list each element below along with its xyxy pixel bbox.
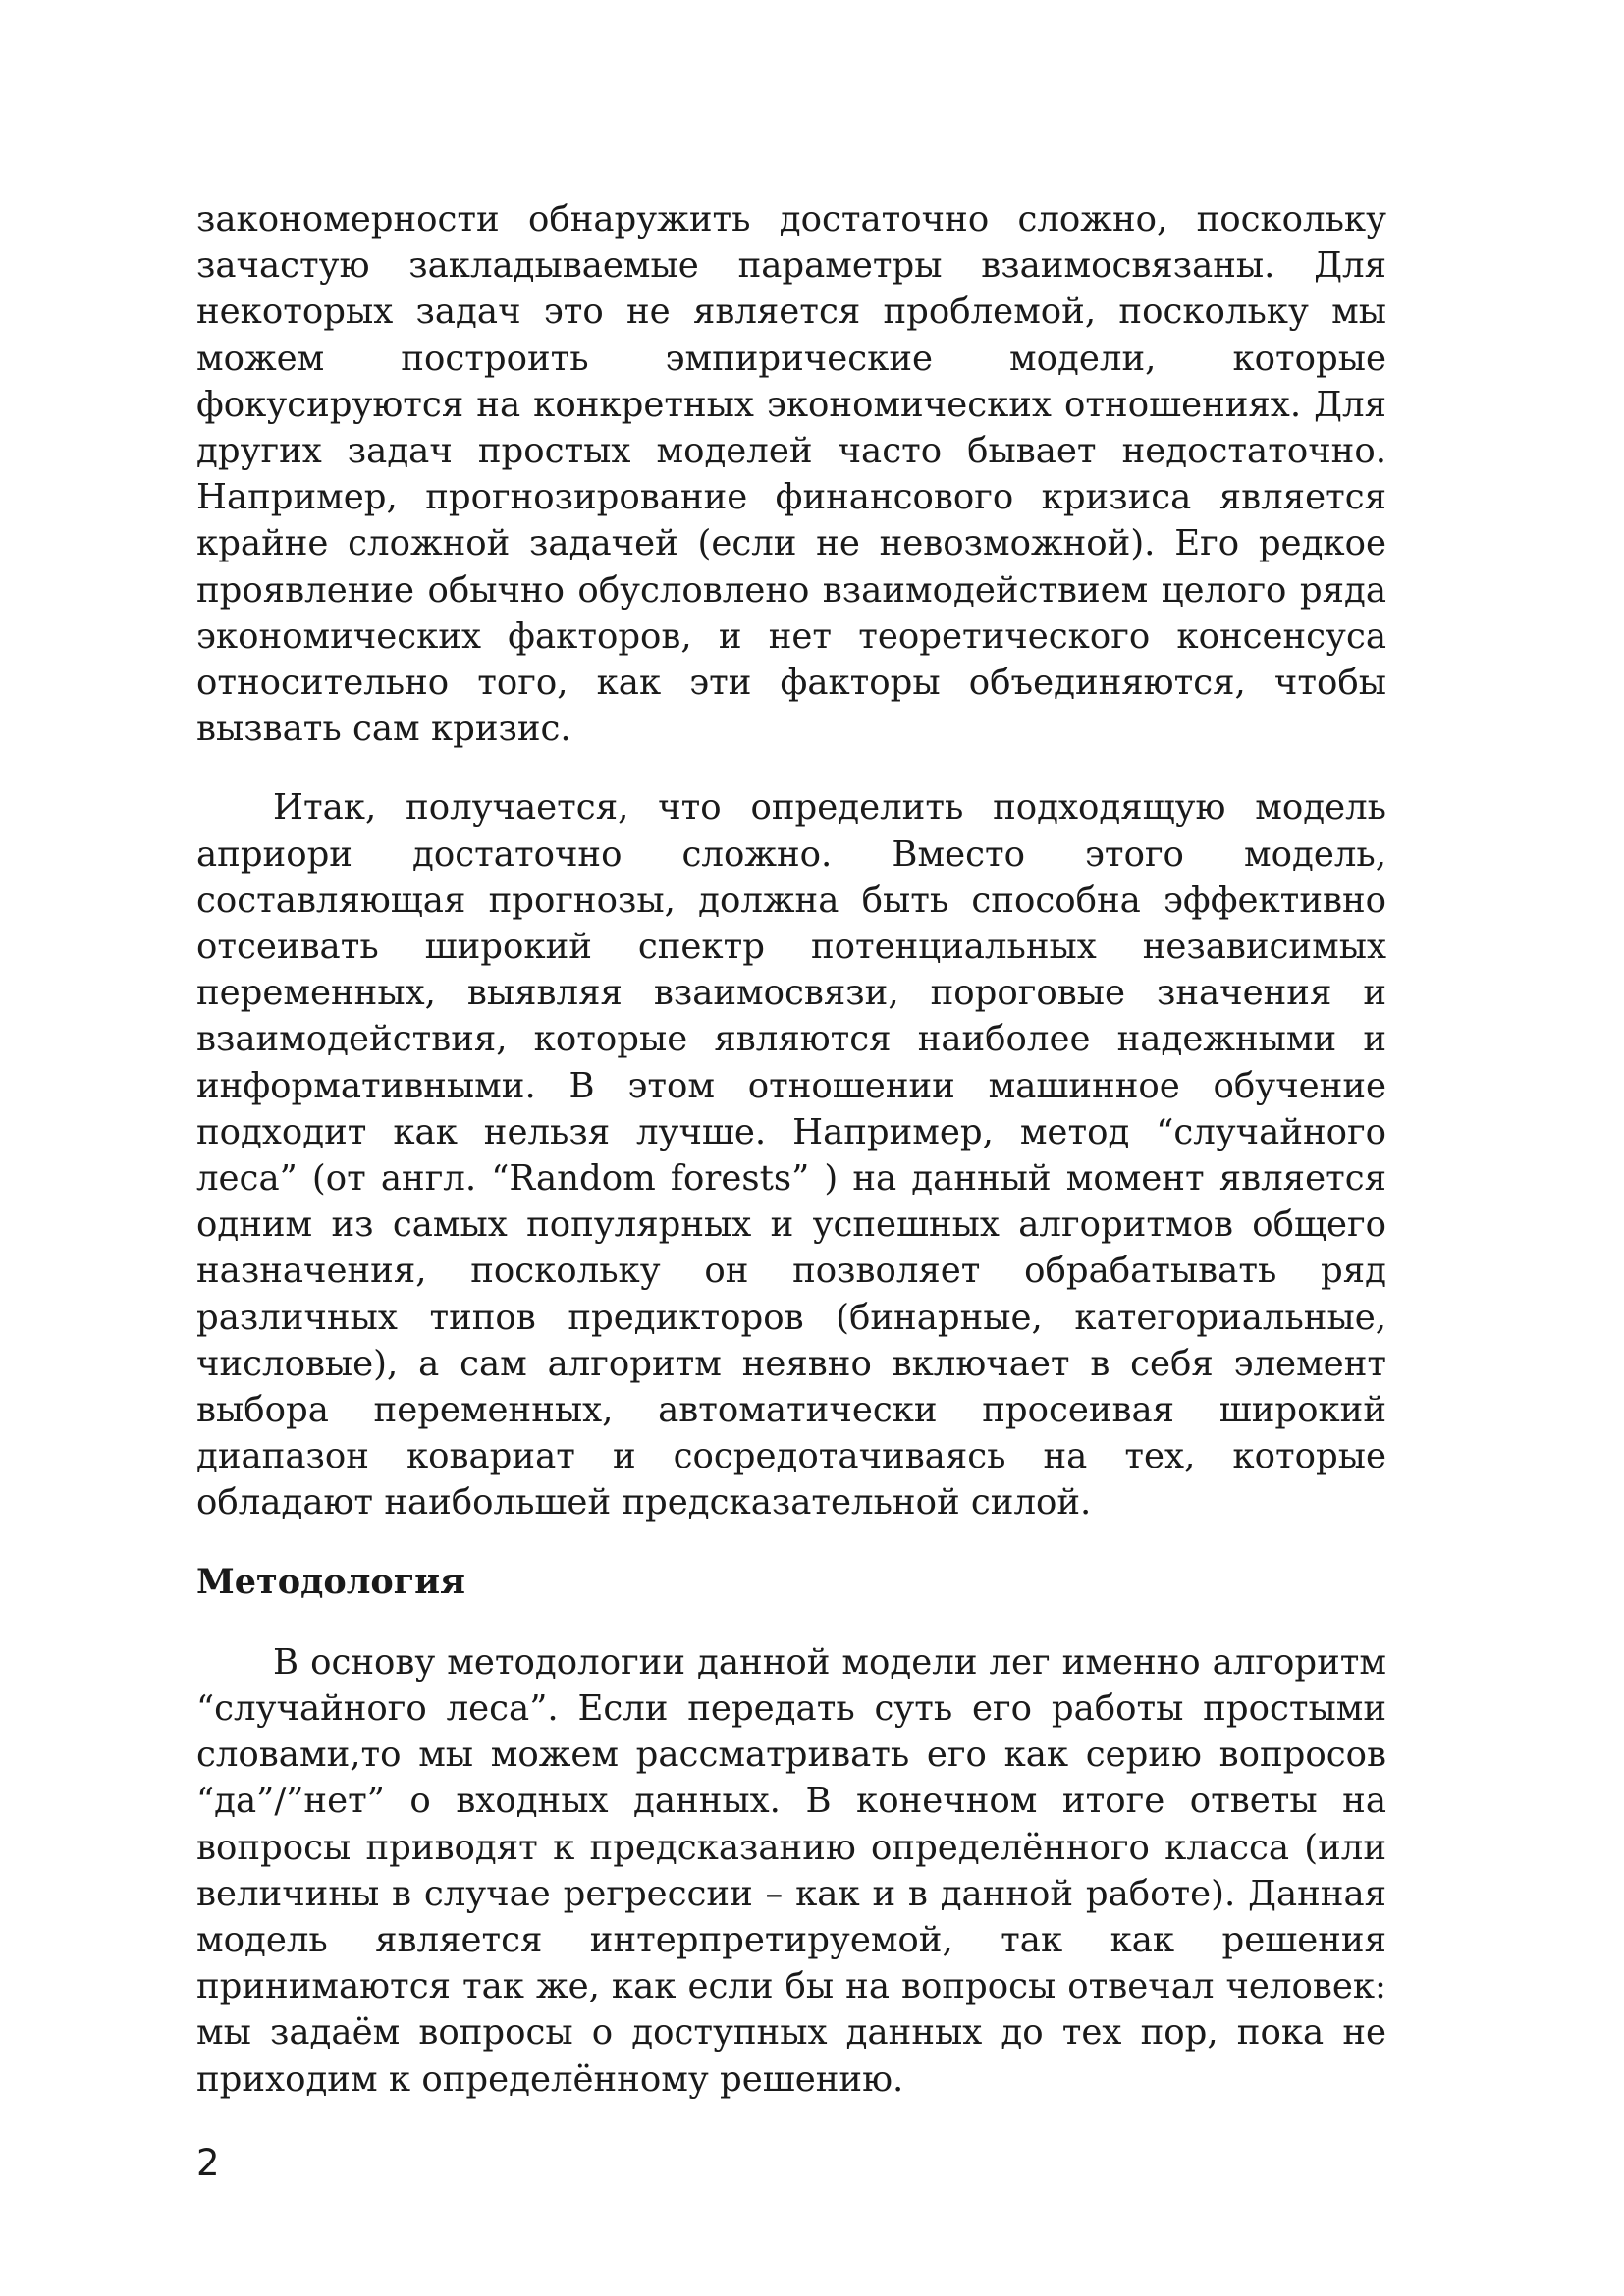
- page-number: 2: [196, 2142, 220, 2184]
- section-heading: Методология: [196, 1561, 466, 1602]
- paragraph-2: Итак, получается, что определить подходящую модель априори достаточно сложно. Вместо этого модель, составляющая прогнозы, должна быть способна эффективно отсеивать широкий спектр потенциальных независимых переменных, выявляя взаимосвязи, пороговые значения и взаимодействия, которые являются наиболее надежными и информативными. В этом отношении машинное обучение подходит как нельзя лучше. Например, метод “случайного леса” (от англ. “Random forests” ) на данный момент является одним из самых популярных и успешных алгоритмов общего назначения, поскольку он позволяет обрабатывать ряд различных типов предикторов (бинарные, категориальные, числовые), а сам алгоритм неявно включает в себя элемент выбора переменных, автоматически просеивая широкий диапазон ковариат и сосредотачиваясь на тех, которые обладают наибольшей предсказательной силой.: [196, 787, 1386, 1523]
- paragraph-1: закономерности обнаружить достаточно сложно, поскольку зачастую закладываемые параметры взаимосвязаны. Для некоторых задач это не является проблемой, поскольку мы можем построить эмпирические модели, которые фокусируются на конкретных экономических отношениях. Для других задач простых моделей часто бывает недостаточно. Например, прогнозирование финансового кризиса является крайне сложной задачей (если не невозможной). Его редкое проявление обычно обусловлено взаимодействием целого ряда экономических факторов, и нет теоретического консенсуса относительно того, как эти факторы объединяются, чтобы вызвать сам кризис.: [196, 199, 1386, 750]
- paragraph-3: В основу методологии данной модели лег именно алгоритм “случайного леса”. Если передать суть его работы простыми словами,то мы можем рассматривать его как серию вопросов “да”/”нет” о входных данных. В конечном итоге ответы на вопросы приводят к предсказанию определённого класса (или величины в случае регрессии – как и в данной работе). Данная модель является интерпретируемой, так как решения принимаются так же, как если бы на вопросы отвечал человек: мы задаём вопросы о доступных данных до тех пор, пока не приходим к определённому решению.: [196, 1641, 1386, 2100]
- document-page: [196, 196, 1386, 2103]
